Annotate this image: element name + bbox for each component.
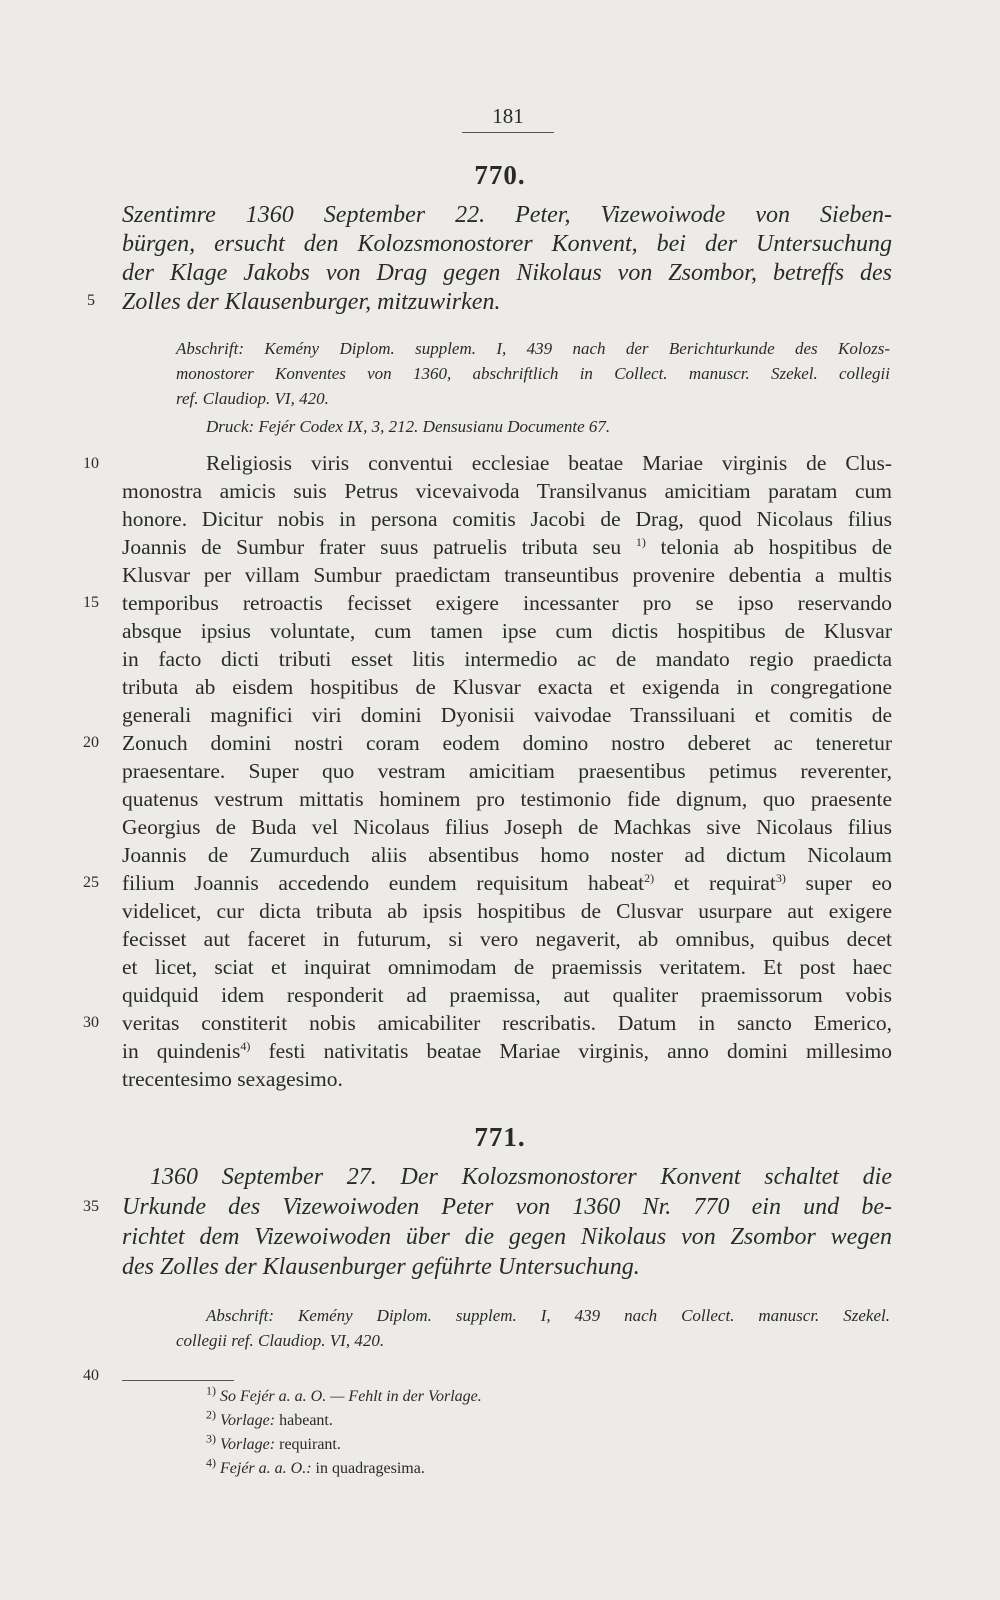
footnote-4-italic: Fejér a. a. O.: [220,1460,312,1477]
text-770-line-2: monostra amicis suis Petrus vicevaivoda Transilvanus amicitiam paratam cum [122,479,892,503]
source-771-line-2: collegii ref. Claudiop. VI, 420. [176,1331,385,1350]
source-770-line-3: ref. Claudiop. VI, 420. [176,389,329,408]
document-number-771: 771. [474,1122,526,1152]
page-number: 181 [492,104,524,128]
footnote-2-italic: Vorlage: [220,1412,276,1429]
text-770-line-23: trecentesimo sexagesimo. [122,1067,343,1091]
text-770-line-16-b: et requirat [673,871,776,895]
heading-771-line-3: richtet dem Vizewoiwoden über die gegen Nikolaus von Zsombor wegen [122,1224,892,1250]
footnote-rule [122,1380,234,1381]
text-770-line-17: videlicet, cur dicta tributa ab ipsis hospitibus de Clusvar usurpare aut exigere [122,899,892,923]
line-number-15: 15 [83,594,99,611]
text-770-line-15: Joannis de Zumurduch aliis absentibus homo noster ad dictum Nicolaum [122,843,892,867]
line-number-20: 20 [83,734,99,751]
source-770-line-2: monostorer Konventes von 1360, abschriftlich in Collect. manuscr. Szekel. collegii [176,364,890,383]
footnote-2-plain: habeant. [279,1412,333,1429]
text-770-line-4-a: Joannis de Sumbur frater suus patruelis tributa seu [122,535,622,559]
document-number-770: 770. [474,160,526,190]
footnote-2-mark: 2) [206,1407,216,1422]
footnote-mark-2: 2) [644,870,655,885]
footnote-2 [206,1407,333,1431]
text-770-line-16-a: filium Joannis accedendo eundem requisitum habeat [122,871,645,895]
heading-770-line-4: Zolles der Klausenburger, mitzuwirken. [122,289,501,315]
line-number-35: 35 [83,1198,99,1215]
line-number-5: 5 [87,292,95,309]
footnote-3-mark: 3) [206,1431,216,1446]
text-770-line-22-b: festi nativitatis beatae Mariae virginis, anno domini millesimo [268,1039,892,1063]
text-770-line-7: absque ipsius voluntate, cum tamen ipse cum dictis hospitibus de Klusvar [122,619,892,643]
footnote-1-italic: So Fejér a. a. O. — Fehlt in der Vorlage. [220,1388,482,1405]
text-770-line-13: quatenus vestrum mittatis hominem pro testimonio fide dignum, quo praesente [122,787,892,811]
text-770-line-20: quidquid idem responderit ad praemissa, aut qualiter praemissorum vobis [122,983,892,1007]
text-770-line-3: honore. Dicitur nobis in persona comitis Jacobi de Drag, quod Nicolaus filius [122,507,892,531]
print-770: Druck: Fejér Codex IX, 3, 212. Densusianu Documente 67. [206,417,611,436]
heading-771-line-4: des Zolles der Klausenburger geführte Untersuchung. [122,1254,640,1280]
text-770-line-19: et licet, sciat et inquirat omnimodam de praemissis veritatem. Et post haec [122,955,892,979]
text-770-line-8: in facto dicti tributi esset litis intermedio ac de mandato regio praedicta [122,647,892,671]
line-number-10: 10 [83,455,99,472]
line-number-25: 25 [83,874,99,891]
text-770-line-14: Georgius de Buda vel Nicolaus filius Joseph de Machkas sive Nicolaus filius [122,815,892,839]
text-770-line-22-a: in quindenis [122,1039,241,1063]
text-770-line-22 [122,1037,892,1065]
text-770-line-1: Religiosis viris conventui ecclesiae beatae Mariae virginis de Clus- [206,451,892,475]
footnote-mark-4: 4) [240,1038,251,1053]
text-770-line-21: veritas constiterit nobis amicabiliter rescribatis. Datum in sancto Emerico, [122,1011,892,1035]
footnote-mark-1: 1) [635,534,646,549]
text-770-line-18: fecisset aut faceret in futurum, si vero negaverit, ab omnibus, quibus decet [122,927,892,951]
heading-771-line-1: 1360 September 27. Der Kolozsmonostorer Konvent schaltet die [150,1164,892,1190]
text-770-line-16 [122,869,892,897]
text-770-line-9: tributa ab eisdem hospitibus de Klusvar exacta et exigenda in congregatione [122,675,892,699]
heading-770-line-1: Szentimre 1360 September 22. Peter, Vizewoiwode von Sieben- [122,202,892,228]
source-770-line-1: Abschrift: Kemény Diplom. supplem. I, 439 nach der Berichturkunde des Kolozs- [176,339,890,358]
heading-770-line-3: der Klage Jakobs von Drag gegen Nikolaus von Zsombor, betreffs des [122,260,892,286]
text-770-line-4-b: telonia ab hospitibus de [660,535,892,559]
text-770-line-6: temporibus retroactis fecisset exigere incessanter pro se ipso reservando [122,591,892,615]
footnote-1 [206,1383,482,1407]
heading-770-line-2: bürgen, ersucht den Kolozsmonostorer Konvent, bei der Untersuchung [122,231,892,257]
footnote-4-plain: in quadragesima. [315,1460,425,1477]
text-770-line-10: generali magnifici viri domini Dyonisii vaivodae Transsiluani et comitis de [122,703,892,727]
footnote-3 [206,1431,341,1455]
text-770-line-11: Zonuch domini nostri coram eodem domino nostro deberet ac teneretur [122,731,892,755]
footnote-4 [206,1455,425,1479]
heading-771-line-2: Urkunde des Vizewoiwoden Peter von 1360 Nr. 770 ein und be- [122,1194,892,1220]
line-number-30: 30 [83,1014,99,1031]
text-770-line-16-c: super eo [805,871,893,895]
text-770-line-12: praesentare. Super quo vestram amicitiam praesentibus petimus reverenter, [122,759,892,783]
footnote-4-mark: 4) [206,1455,216,1470]
source-771-line-1: Abschrift: Kemény Diplom. supplem. I, 439 nach Collect. manuscr. Szekel. [206,1306,890,1325]
page-number-rule [462,132,554,133]
footnote-3-plain: requirant. [279,1436,341,1453]
footnote-mark-3: 3) [775,870,786,885]
text-770-line-5: Klusvar per villam Sumbur praedictam transeuntibus provenire debentia a multis [122,563,892,587]
text-770-line-4 [122,533,892,561]
footnote-3-italic: Vorlage: [220,1436,276,1453]
footnote-1-mark: 1) [206,1383,216,1398]
line-number-40: 40 [83,1367,99,1384]
